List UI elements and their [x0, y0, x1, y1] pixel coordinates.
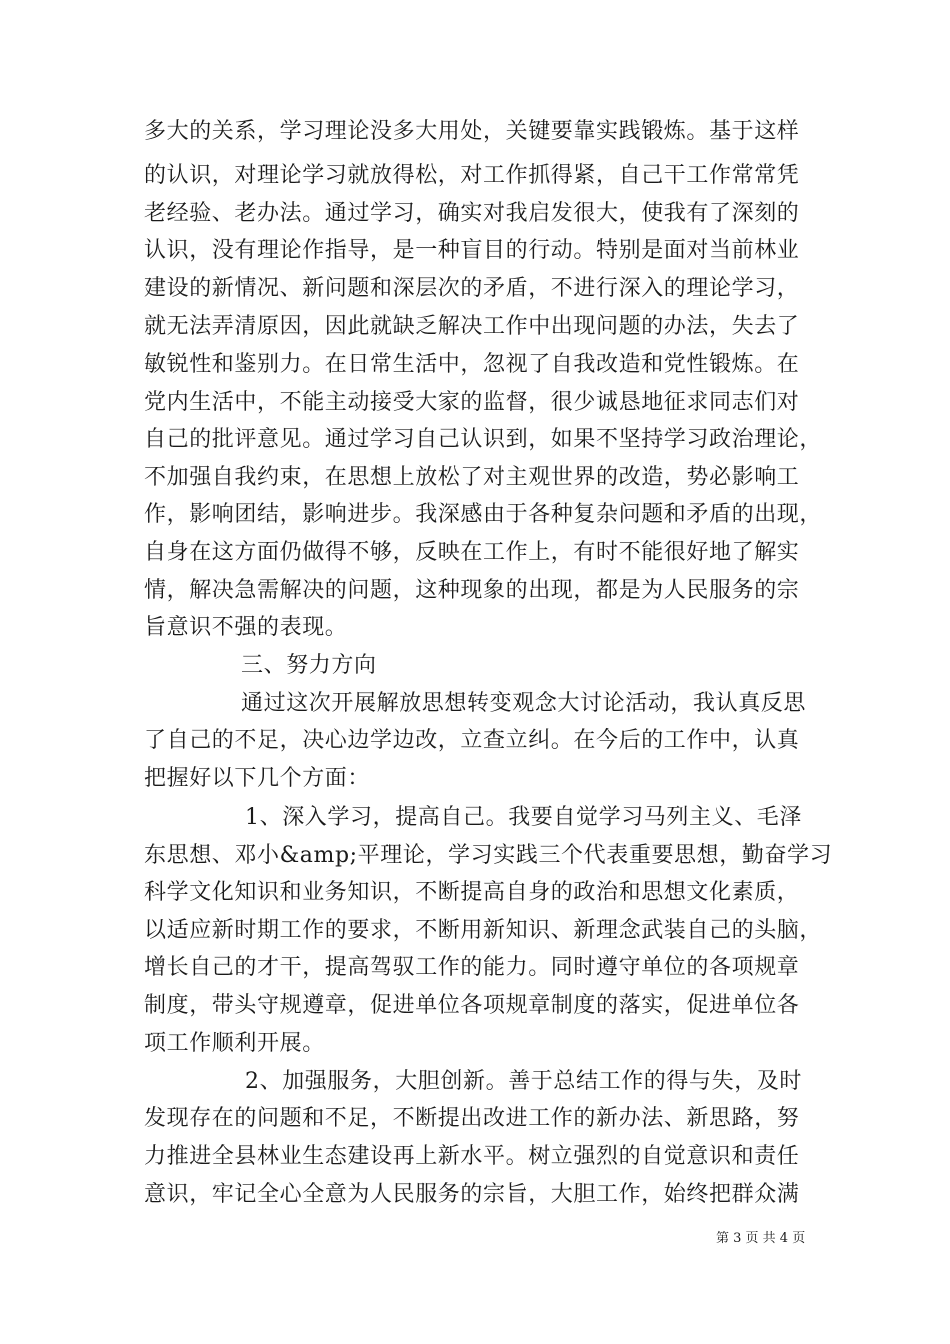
text-line: 1、深入学习，提高自己。我要自觉学习马列主义、毛泽: [245, 805, 802, 830]
text-line: 党内生活中，不能主动接受大家的监督，很少诚恳地征求同志们对: [144, 390, 800, 415]
text-line: 作，影响团结，影响进步。我深感由于各种复杂问题和矛盾的出现，: [144, 502, 823, 527]
text-line: 不加强自我约束，在思想上放松了对主观世界的改造，势必影响工: [144, 465, 800, 490]
text-line: 力推进全县林业生态建设再上新水平。树立强烈的自觉意识和责任: [144, 1144, 800, 1169]
text-line: 把握好以下几个方面：: [144, 766, 371, 791]
text-line: 增长自己的才干，提高驾驭工作的能力。同时遵守单位的各项规章: [144, 955, 800, 980]
text-line: 了自己的不足，决心边学边改，立查立纠。在今后的工作中，认真: [144, 728, 800, 753]
page-number-footer: 第 3 页 共 4 页: [716, 1231, 806, 1246]
text-line: 多大的关系，学习理论没多大用处，关键要靠实践锻炼。基于这样: [144, 119, 800, 144]
text-line: 建设的新情况、新问题和深层次的矛盾，不进行深入的理论学习，: [144, 276, 800, 301]
text-line: 自身在这方面仍做得不够，反映在工作上，有时不能很好地了解实: [144, 540, 800, 565]
text-line: 项工作顺利开展。: [144, 1031, 325, 1056]
text-line: 的认识，对理论学习就放得松，对工作抓得紧，自己干工作常常凭: [144, 163, 800, 188]
text-line: 东思想、邓小&amp;平理论，学习实践三个代表重要思想，勤奋学习: [144, 843, 833, 868]
section-heading: 三、努力方向: [241, 653, 377, 678]
text-line: 意识，牢记全心全意为人民服务的宗旨，大胆工作，始终把群众满: [144, 1182, 800, 1207]
text-line: 老经验、老办法。通过学习，确实对我启发很大，使我有了深刻的: [144, 201, 800, 226]
text-line: 科学文化知识和业务知识，不断提高自身的政治和思想文化素质，: [144, 880, 800, 905]
text-line: 制度，带头守规遵章，促进单位各项规章制度的落实，促进单位各: [144, 993, 800, 1018]
text-line: 发现存在的问题和不足，不断提出改进工作的新办法、新思路，努: [144, 1106, 800, 1131]
text-line: 通过这次开展解放思想转变观念大讨论活动，我认真反思: [241, 691, 807, 716]
text-line: 敏锐性和鉴别力。在日常生活中，忽视了自我改造和党性锻炼。在: [144, 352, 800, 377]
text-line: 认识，没有理论作指导，是一种盲目的行动。特别是面对当前林业: [144, 238, 800, 263]
text-line: 情，解决急需解决的问题，这种现象的出现，都是为人民服务的宗: [144, 578, 800, 603]
text-line: 2、加强服务，大胆创新。善于总结工作的得与失，及时: [245, 1069, 802, 1094]
text-line: 自己的批评意见。通过学习自己认识到，如果不坚持学习政治理论，: [144, 427, 823, 452]
text-line: 旨意识不强的表现。: [144, 615, 348, 640]
text-line: 就无法弄清原因，因此就缺乏解决工作中出现问题的办法，失去了: [144, 314, 800, 339]
text-line: 以适应新时期工作的要求，不断用新知识、新理念武装自己的头脑，: [144, 918, 823, 943]
